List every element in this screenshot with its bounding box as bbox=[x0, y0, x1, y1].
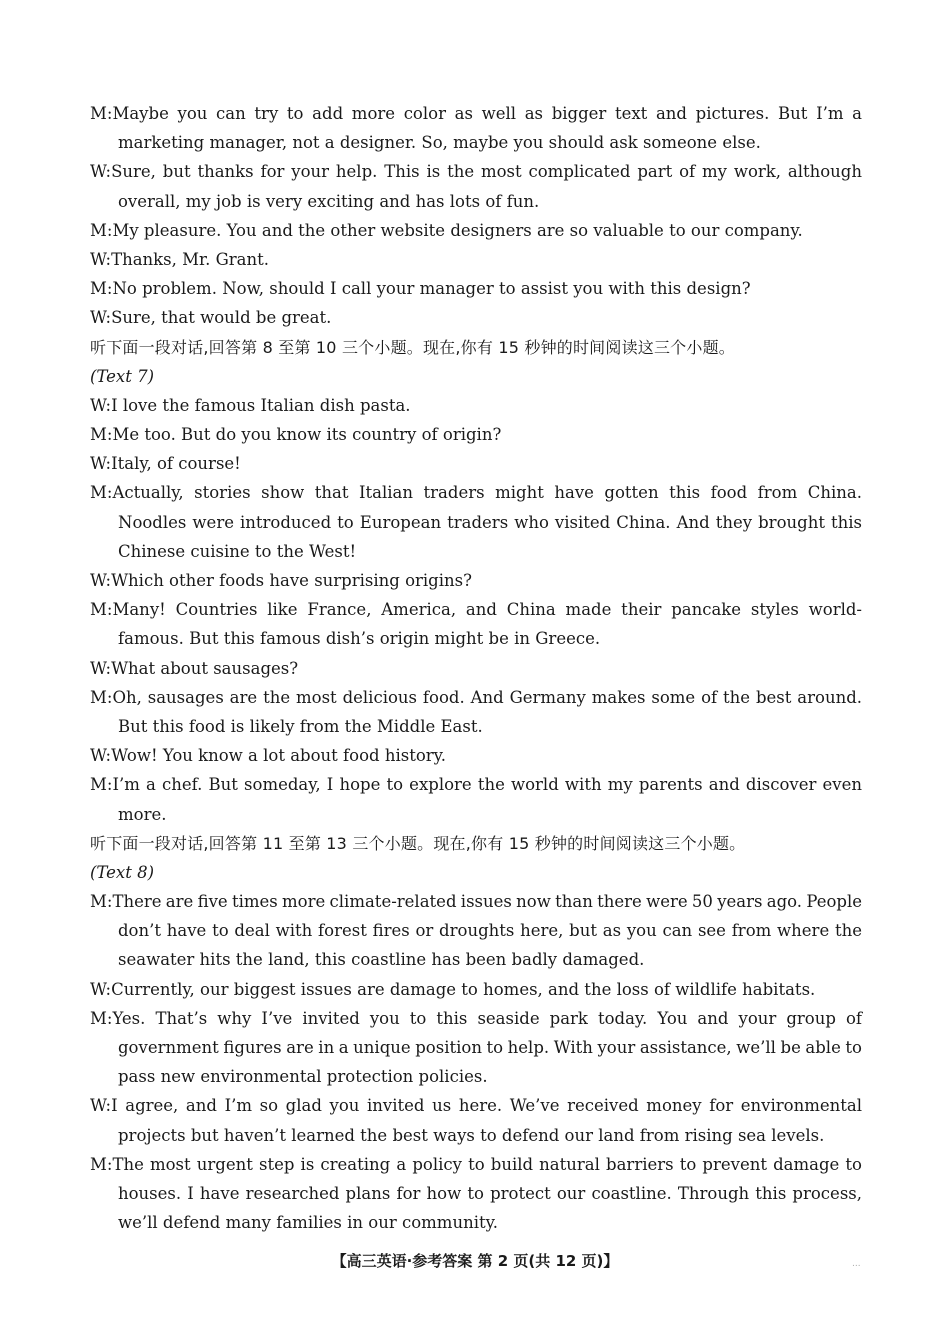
transcript-line: Chinese cuisine to the West! bbox=[118, 541, 357, 561]
transcript-line: W:Italy, of course! bbox=[90, 454, 241, 474]
transcript-line: M:My pleasure. You and the other website designers are so valuable to our company. bbox=[90, 220, 803, 240]
transcript-line: seawater hits the land, this coastline has been badly damaged. bbox=[118, 950, 645, 970]
transcript-line: W:Wow! You know a lot about food history. bbox=[90, 746, 447, 766]
transcript-line: (Text 8) bbox=[90, 862, 155, 882]
transcript-line: W:Currently, our biggest issues are damage to homes, and the loss of wildlife habitats. bbox=[90, 979, 816, 999]
transcript-line: W:Sure, but thanks for your help. This is the most complicated part of my work, although bbox=[90, 162, 862, 182]
transcript-line: projects but haven’t learned the best ways to defend our land from rising sea levels. bbox=[118, 1125, 825, 1145]
transcript-line: W:Thanks, Mr. Grant. bbox=[90, 249, 270, 269]
transcript-line: overall, my job is very exciting and has lots of fun. bbox=[118, 191, 540, 211]
transcript-line: government figures are in a unique position to help. With your assistance, we’ll be able to bbox=[118, 1038, 862, 1057]
transcript-line: But this food is likely from the Middle East. bbox=[118, 716, 483, 736]
transcript-line: W:Which other foods have surprising origins? bbox=[90, 571, 472, 590]
transcript-line: W:I love the famous Italian dish pasta. bbox=[90, 395, 411, 415]
transcript-line: houses. I have researched plans for how to protect our coastline. Through this process, bbox=[118, 1183, 862, 1203]
transcript-line: M:Yes. That’s why I’ve invited you to this seaside park today. You and your group of bbox=[90, 1008, 862, 1028]
transcript-line: don’t have to deal with forest fires or droughts here, but as you can see from where the bbox=[118, 921, 862, 941]
transcript-line: we’ll defend many families in our community. bbox=[118, 1213, 498, 1233]
transcript-body bbox=[90, 99, 862, 1237]
transcript-line: M:I’m a chef. But someday, I hope to explore the world with my parents and discover even bbox=[90, 775, 862, 795]
corner-mark: ... bbox=[852, 1259, 861, 1269]
transcript-line: M:Maybe you can try to add more color as well as bigger text and pictures. But I’m a bbox=[90, 104, 862, 123]
transcript-line: M:Actually, stories show that Italian traders might have gotten this food from China. bbox=[90, 483, 862, 503]
transcript-line: pass new environmental protection policies. bbox=[118, 1067, 488, 1087]
transcript-line: M:The most urgent step is creating a policy to build natural barriers to prevent damage to bbox=[90, 1154, 862, 1174]
transcript-line: more. bbox=[118, 804, 167, 824]
transcript-line: M:Many! Countries like France, America, and China made their pancake styles world- bbox=[90, 600, 862, 620]
page-footer: 【高三英语·参考答案 第 2 页(共 12 页)】 bbox=[331, 1252, 619, 1270]
transcript-line: M:Oh, sausages are the most delicious food. And Germany makes some of the best around. bbox=[90, 687, 862, 707]
transcript-line: (Text 7) bbox=[90, 366, 155, 386]
transcript-line: M:There are five times more climate-related issues now than there were 50 years ago. People bbox=[90, 892, 862, 912]
transcript-line: 听下面一段对话,回答第 11 至第 13 三个小题。现在,你有 15 秒钟的时间阅读这三个小题。 bbox=[90, 833, 746, 853]
transcript-line: Noodles were introduced to European traders who visited China. And they brought this bbox=[118, 512, 862, 532]
transcript-line: W:Sure, that would be great. bbox=[90, 308, 332, 328]
transcript-line: W:I agree, and I’m so glad you invited us here. We’ve received money for environmental bbox=[90, 1096, 862, 1116]
transcript-line: famous. But this famous dish’s origin might be in Greece. bbox=[118, 629, 601, 649]
transcript-line: M:Me too. But do you know its country of origin? bbox=[90, 425, 502, 445]
transcript-line: M:No problem. Now, should I call your manager to assist you with this design? bbox=[90, 279, 751, 299]
transcript-line: W:What about sausages? bbox=[90, 658, 299, 678]
transcript-line: 听下面一段对话,回答第 8 至第 10 三个小题。现在,你有 15 秒钟的时间阅读这三个小题。 bbox=[90, 337, 735, 357]
transcript-line: marketing manager, not a designer. So, maybe you should ask someone else. bbox=[118, 133, 761, 153]
